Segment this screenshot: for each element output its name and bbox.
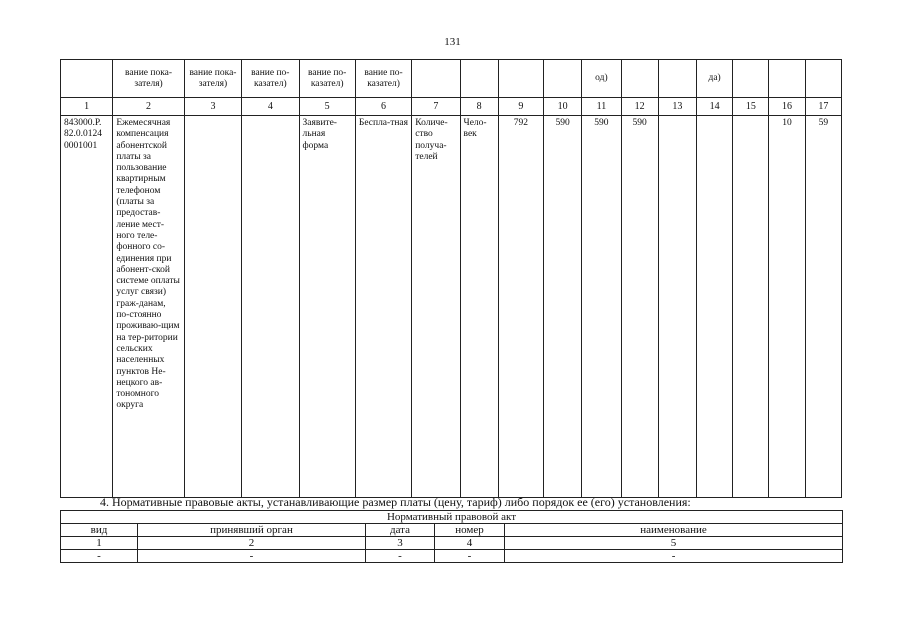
data-cell-col-4 xyxy=(242,116,299,498)
header-number-col-10: 10 xyxy=(544,98,582,116)
data-cell-col-6: Бесплa-тная xyxy=(355,116,411,498)
data-cell-col-5: Заявите-льная форма xyxy=(299,116,355,498)
column-header: дата xyxy=(366,524,435,537)
header-name-col-13 xyxy=(658,60,696,98)
header-number-col-15: 15 xyxy=(733,98,769,116)
header-number-col-9: 9 xyxy=(498,98,543,116)
header-name-col-9 xyxy=(498,60,543,98)
cell-value: - xyxy=(435,550,505,563)
header-name-col-5: вание по- казател) xyxy=(299,60,355,98)
data-cell-col-11: 590 xyxy=(582,116,621,498)
header-number-col-7: 7 xyxy=(412,98,460,116)
group-header-cell: Нормативный правовой акт xyxy=(61,511,843,524)
column-header: принявший орган xyxy=(138,524,366,537)
header-name-col-6: вание по- казател) xyxy=(355,60,411,98)
header-name-col-8 xyxy=(460,60,498,98)
data-cell-col-3 xyxy=(184,116,241,498)
page-number: 131 xyxy=(444,36,461,48)
header-number-col-5: 5 xyxy=(299,98,355,116)
column-header: номер xyxy=(435,524,505,537)
cell-value: - xyxy=(138,550,366,563)
legal-acts-value-row xyxy=(61,550,843,563)
header-number-col-12: 12 xyxy=(621,98,658,116)
column-number: 2 xyxy=(138,537,366,550)
column-header: вид xyxy=(61,524,138,537)
data-cell-col-8: Чело-век xyxy=(460,116,498,498)
column-number: 4 xyxy=(435,537,505,550)
data-cell-col-17: 59 xyxy=(805,116,841,498)
data-cell-col-9: 792 xyxy=(498,116,543,498)
header-name-col-1 xyxy=(61,60,113,98)
data-cell-col-14 xyxy=(696,116,732,498)
header-name-col-10 xyxy=(544,60,582,98)
legal-acts-column-headers xyxy=(61,524,843,537)
header-name-col-14: да) xyxy=(696,60,732,98)
header-name-col-15 xyxy=(733,60,769,98)
column-number: 5 xyxy=(505,537,843,550)
data-cell-col-1: 843000.Р. 82.0.0124 0001001 xyxy=(61,116,113,498)
header-name-col-2: вание пока- зателя) xyxy=(113,60,184,98)
legal-acts-group-header xyxy=(61,511,843,524)
column-number: 1 xyxy=(61,537,138,550)
header-number-col-2: 2 xyxy=(113,98,184,116)
header-number-col-11: 11 xyxy=(582,98,621,116)
data-cell-col-16: 10 xyxy=(769,116,805,498)
data-cell-col-12: 590 xyxy=(621,116,658,498)
service-indicators-table xyxy=(60,59,842,498)
table-row xyxy=(61,116,842,498)
legal-acts-number-row xyxy=(61,537,843,550)
header-name-col-4: вание по- казател) xyxy=(242,60,299,98)
header-name-col-16 xyxy=(769,60,805,98)
data-cell-col-13 xyxy=(658,116,696,498)
header-row-names xyxy=(61,60,842,98)
cell-value: - xyxy=(366,550,435,563)
data-cell-col-10: 590 xyxy=(544,116,582,498)
cell-value: - xyxy=(505,550,843,563)
header-name-col-11: од) xyxy=(582,60,621,98)
data-cell-col-2: Ежемесячная компенсация абонентской платы за пользование квартирным телефоном (платы за предостав-ление мест-ного теле-фонного со-единения при абонент-ской системе оплаты услуг связи) граж-данам, по-стоянно проживаю-щим на тер-ритории сельских населенных пунктов Не-нецкого ав-тономного округа xyxy=(113,116,184,498)
column-number: 3 xyxy=(366,537,435,550)
legal-acts-table xyxy=(60,510,843,563)
header-number-col-3: 3 xyxy=(184,98,241,116)
header-number-col-16: 16 xyxy=(769,98,805,116)
header-number-col-13: 13 xyxy=(658,98,696,116)
header-number-col-1: 1 xyxy=(61,98,113,116)
header-name-col-7 xyxy=(412,60,460,98)
header-name-col-17 xyxy=(805,60,841,98)
header-number-col-4: 4 xyxy=(242,98,299,116)
section-4-title: 4. Нормативные правовые акты, устанавливающие размер платы (цену, тариф) либо порядок ее (его) установления: xyxy=(100,495,691,509)
header-name-col-12 xyxy=(621,60,658,98)
header-number-col-17: 17 xyxy=(805,98,841,116)
header-number-col-8: 8 xyxy=(460,98,498,116)
column-header: наименование xyxy=(505,524,843,537)
header-name-col-3: вание пока- зателя) xyxy=(184,60,241,98)
header-number-col-6: 6 xyxy=(355,98,411,116)
cell-value: - xyxy=(61,550,138,563)
data-cell-col-7: Количе-ство получа-телей xyxy=(412,116,460,498)
data-cell-col-15 xyxy=(733,116,769,498)
header-number-col-14: 14 xyxy=(696,98,732,116)
header-row-numbers xyxy=(61,98,842,116)
